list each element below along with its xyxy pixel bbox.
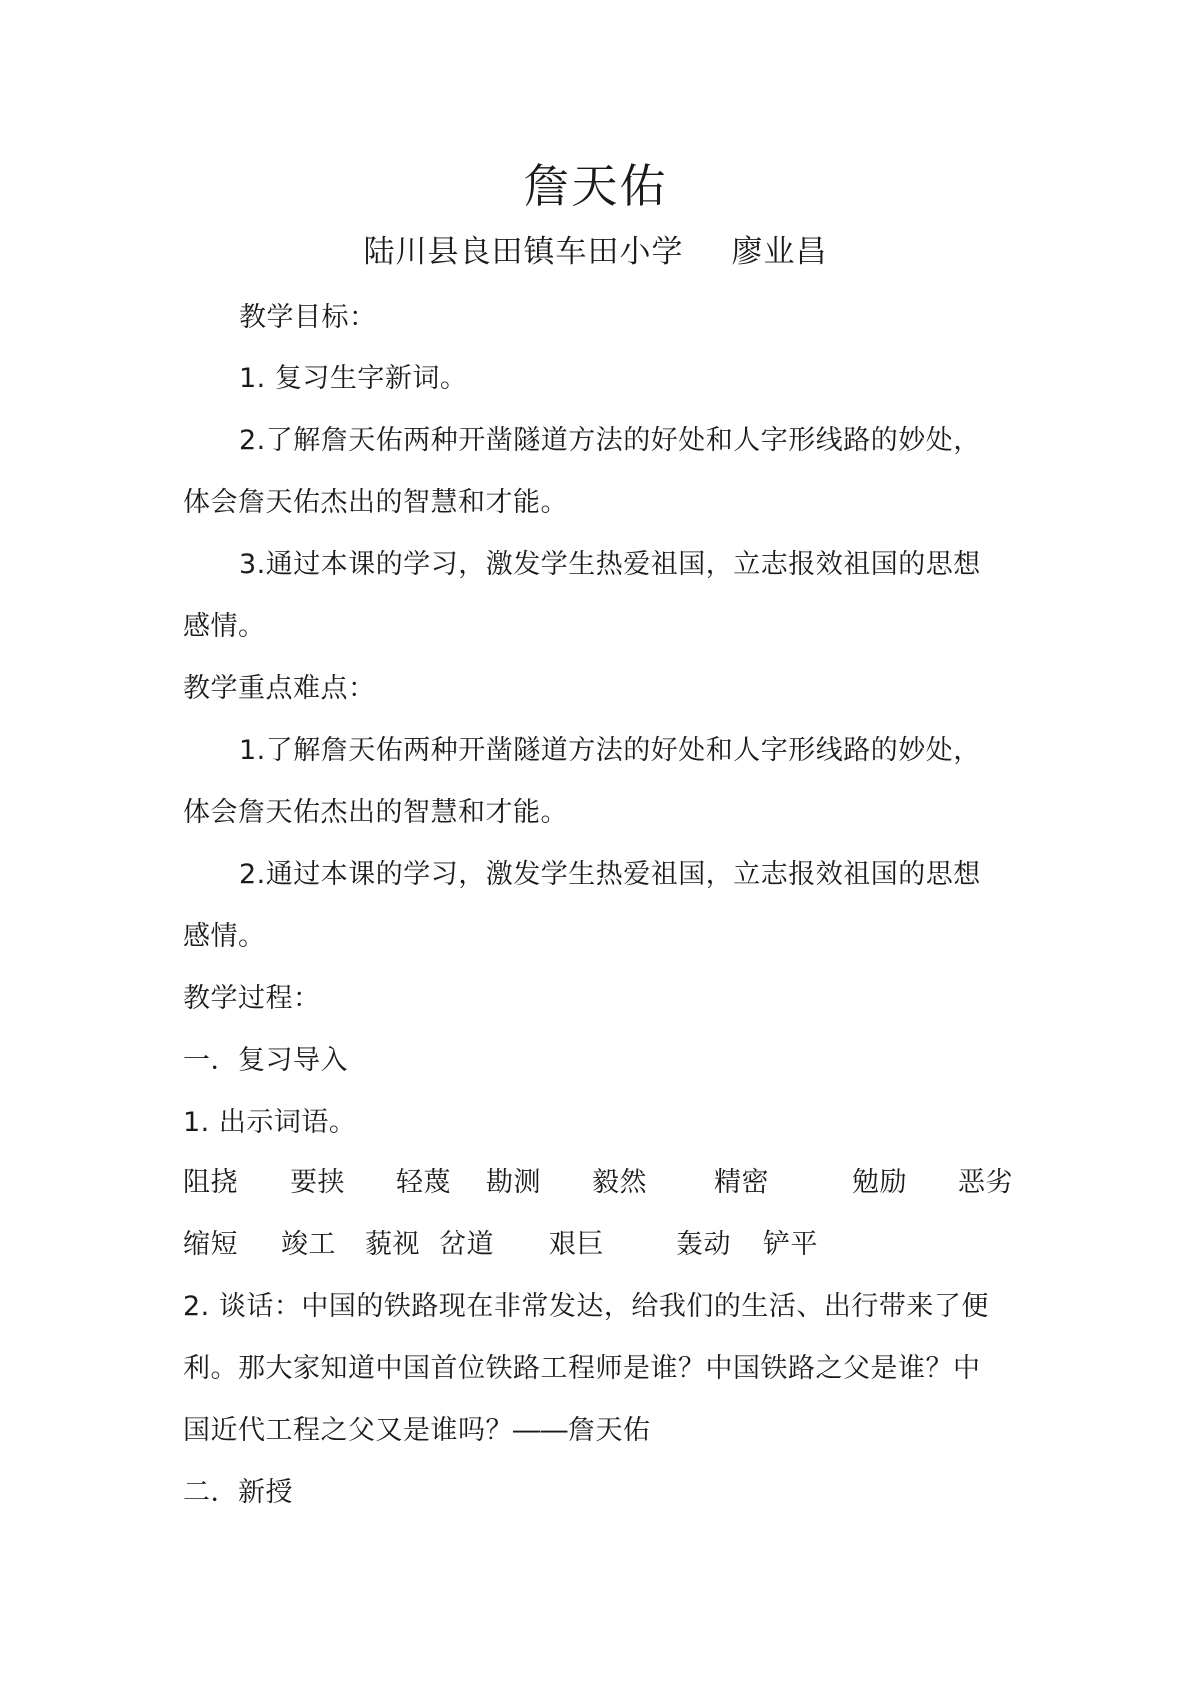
vocabulary-word: 轰动 — [676, 1229, 731, 1260]
author-name: 廖业昌 — [731, 234, 828, 270]
author-school: 陆川县良田镇车田小学 — [363, 234, 684, 270]
step-2-line-3: 国近代工程之父又是谁吗？――詹天佑 — [183, 1415, 651, 1446]
vocabulary-word: 勘测 — [486, 1167, 541, 1198]
key-point-1-line-2: 体会詹天佑杰出的智慧和才能。 — [183, 797, 568, 828]
objective-item-3-line-1: 3.通过本课的学习，激发学生热爱祖国，立志报效祖国的思想 — [239, 549, 981, 580]
vocabulary-word: 艰巨 — [549, 1229, 604, 1260]
document-author-line — [0, 232, 1191, 272]
vocabulary-word: 轻蔑 — [396, 1167, 451, 1198]
objective-item-1: 1. 复习生字新词。 — [239, 363, 468, 394]
vocabulary-row-2 — [0, 1228, 1191, 1268]
objectives-heading: 教学目标： — [239, 302, 377, 333]
vocabulary-word: 阻挠 — [183, 1167, 238, 1198]
vocabulary-word: 毅然 — [592, 1167, 647, 1198]
section-2-heading: 二．新授 — [183, 1477, 293, 1508]
vocabulary-word: 岔道 — [439, 1229, 494, 1260]
vocabulary-word: 缩短 — [183, 1229, 238, 1260]
key-point-2-line-1: 2.通过本课的学习，激发学生热爱祖国，立志报效祖国的思想 — [239, 859, 981, 890]
section-1-heading: 一．复习导入 — [183, 1045, 348, 1076]
vocabulary-row-1 — [0, 1166, 1191, 1206]
objective-item-2-line-2: 体会詹天佑杰出的智慧和才能。 — [183, 487, 568, 518]
vocabulary-word: 勉励 — [852, 1167, 907, 1198]
vocabulary-word: 要挟 — [290, 1167, 345, 1198]
key-points-heading: 教学重点难点： — [183, 673, 376, 704]
vocabulary-word: 精密 — [714, 1167, 769, 1198]
vocabulary-word: 藐视 — [365, 1229, 420, 1260]
key-point-2-line-2: 感情。 — [183, 921, 266, 952]
objective-item-3-line-2: 感情。 — [183, 611, 266, 642]
vocabulary-word: 竣工 — [281, 1229, 336, 1260]
key-point-1-line-1: 1.了解詹天佑两种开凿隧道方法的好处和人字形线路的妙处， — [239, 735, 981, 766]
step-1: 1. 出示词语。 — [183, 1107, 357, 1138]
vocabulary-word: 恶劣 — [958, 1167, 1013, 1198]
process-heading: 教学过程： — [183, 983, 321, 1014]
step-2-line-1: 2. 谈话：中国的铁路现在非常发达，给我们的生活、出行带来了便 — [183, 1291, 989, 1322]
document-title: 詹天佑 — [523, 159, 668, 213]
step-2-line-2: 利。那大家知道中国首位铁路工程师是谁？中国铁路之父是谁？中 — [183, 1353, 981, 1384]
vocabulary-word: 铲平 — [763, 1229, 818, 1260]
objective-item-2-line-1: 2.了解詹天佑两种开凿隧道方法的好处和人字形线路的妙处， — [239, 425, 981, 456]
